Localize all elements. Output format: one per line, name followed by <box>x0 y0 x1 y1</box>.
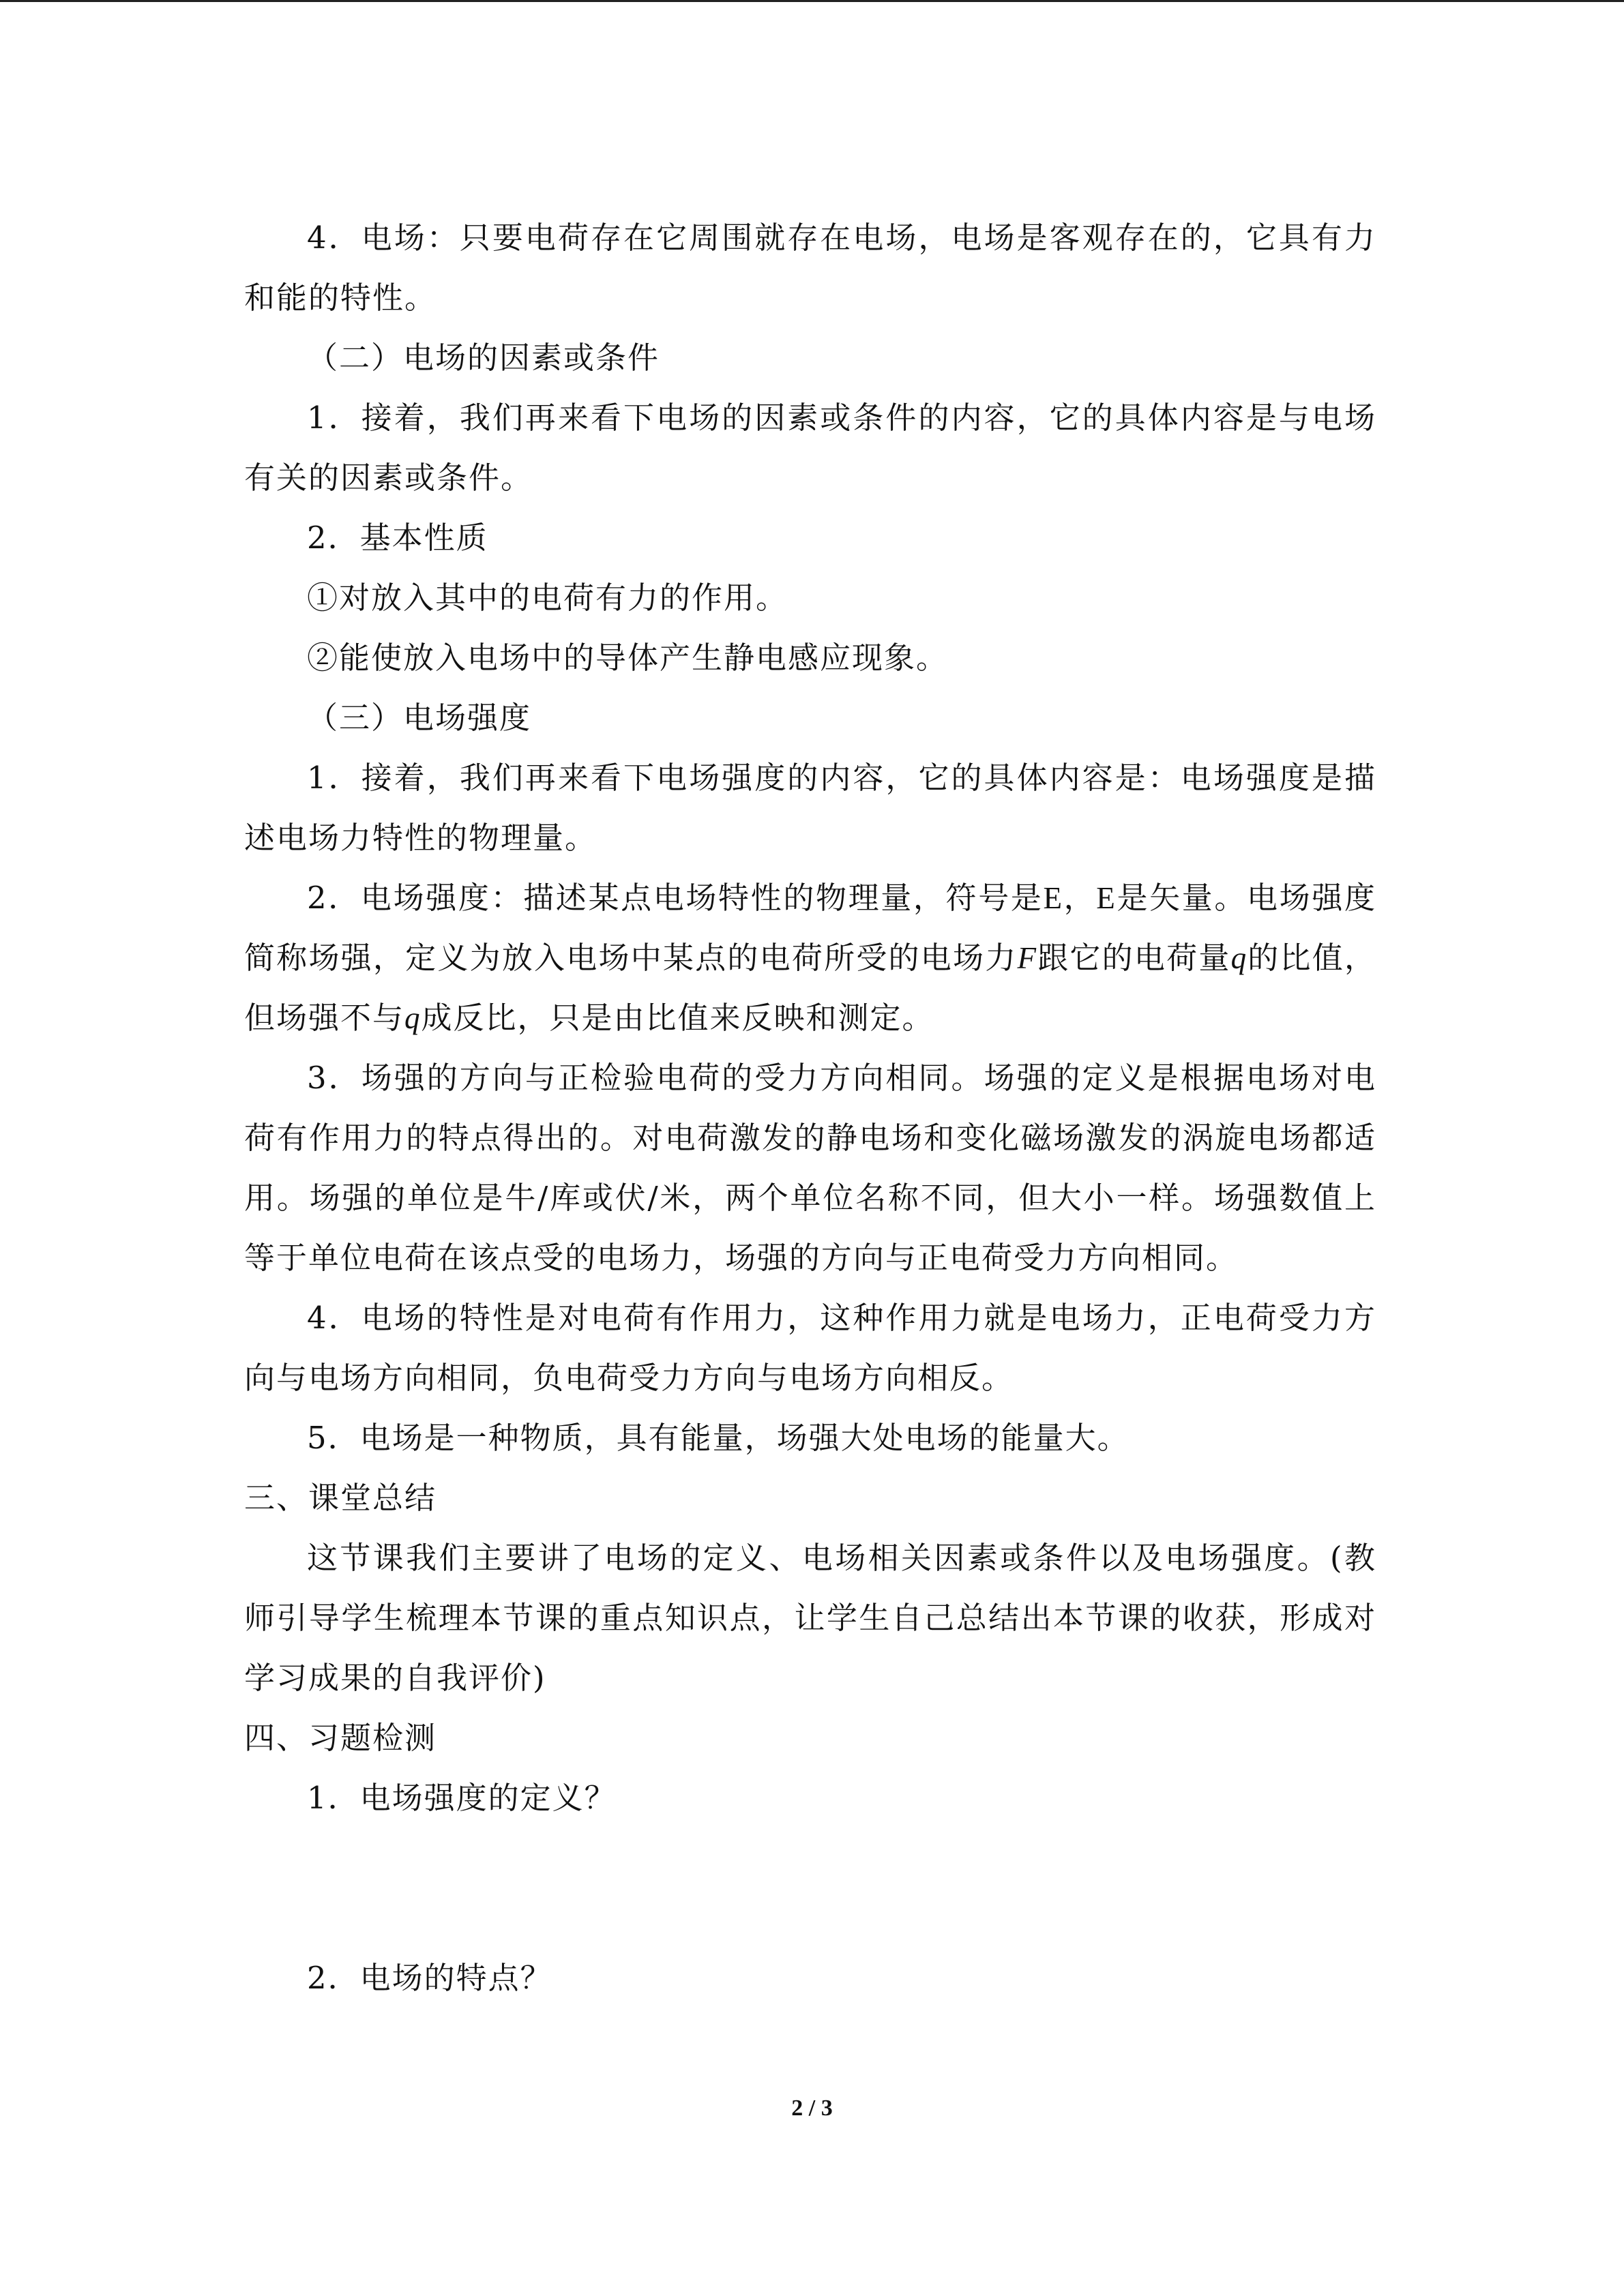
section-heading-exercises: 四、习题检测 <box>244 1720 437 1756</box>
list-item-induction: ②能使放入电场中的导体产生静电感应现象。 <box>307 640 949 676</box>
symbol-q: q <box>1230 941 1248 975</box>
subheading-field-strength: （三）电场强度 <box>307 700 532 736</box>
definition-text-d: 跟它的电荷量 <box>1037 940 1231 976</box>
exercise-question-1: 1．电场强度的定义？ <box>307 1780 617 1816</box>
definition-text-f: 成反比，只是由比值来反映和测定。 <box>421 1000 934 1036</box>
paragraph-electric-field: 4．电场：只要电荷存在它周围就存在电场，电场是客观存在的，它具有力和能的特性。 <box>244 220 1376 316</box>
paragraph-field-direction: 3．场强的方向与正检验电荷的受力方向相同。场强的定义是根据电场对电荷有作用力的特点得出的。对电荷激发的静电场和变化磁场激发的涡旋电场都适用。场强的单位是牛/库或伏/米，两个单位名称不同，但大小一样。场强数值上等于单位电荷在该点受的电场力，场强的方向与正电荷受力方向相同。 <box>244 1060 1376 1276</box>
top-border-line <box>0 0 1624 2</box>
paragraph-field-energy: 5．电场是一种物质，具有能量，场强大处电场的能量大。 <box>307 1420 1130 1456</box>
subheading-factors: （二）电场的因素或条件 <box>307 340 660 376</box>
definition-text-c: 是矢量。电场强度简称场强，定义为放入电场中某点的电荷所受的电场力 <box>244 880 1376 976</box>
definition-text-b: ， <box>1063 880 1097 916</box>
paragraph-field-strength-intro: 1．接着，我们再来看下电场强度的内容，它的具体内容是：电场强度是描述电场力特性的物理量。 <box>244 760 1376 856</box>
symbol-q-second: q <box>404 1001 422 1035</box>
paragraph-field-strength-definition <box>244 868 1376 1048</box>
section-heading-summary: 三、课堂总结 <box>244 1480 437 1516</box>
paragraph-summary: 这节课我们主要讲了电场的定义、电场相关因素或条件以及电场强度。(教师引导学生梳理本节课的重点知识点，让学生自己总结出本节课的收获，形成对学习成果的自我评价) <box>244 1540 1376 1696</box>
symbol-f: F <box>1017 941 1037 975</box>
paragraph-field-characteristics: 4．电场的特性是对电荷有作用力，这种作用力就是电场力，正电荷受力方向与电场方向相同，负电荷受力方向与电场方向相反。 <box>244 1300 1376 1396</box>
symbol-e-vector: E <box>1096 881 1117 915</box>
exercise-question-2: 2．电场的特点？ <box>307 1960 552 1996</box>
paragraph-basic-property: 2．基本性质 <box>307 520 488 556</box>
definition-text-a: 2．电场强度：描述某点电场特性的物理量，符号是 <box>307 880 1044 916</box>
symbol-e: E <box>1043 881 1063 915</box>
paragraph-factors-intro: 1．接着，我们再来看下电场的因素或条件的内容，它的具体内容是与电场有关的因素或条件。 <box>244 400 1376 496</box>
list-item-force-action: ①对放入其中的电荷有力的作用。 <box>307 580 788 616</box>
document-body <box>244 208 1376 2008</box>
definition-text-e: 的比值，但场强不与 <box>244 940 1376 1036</box>
page-number: 2 / 3 <box>791 2096 833 2121</box>
